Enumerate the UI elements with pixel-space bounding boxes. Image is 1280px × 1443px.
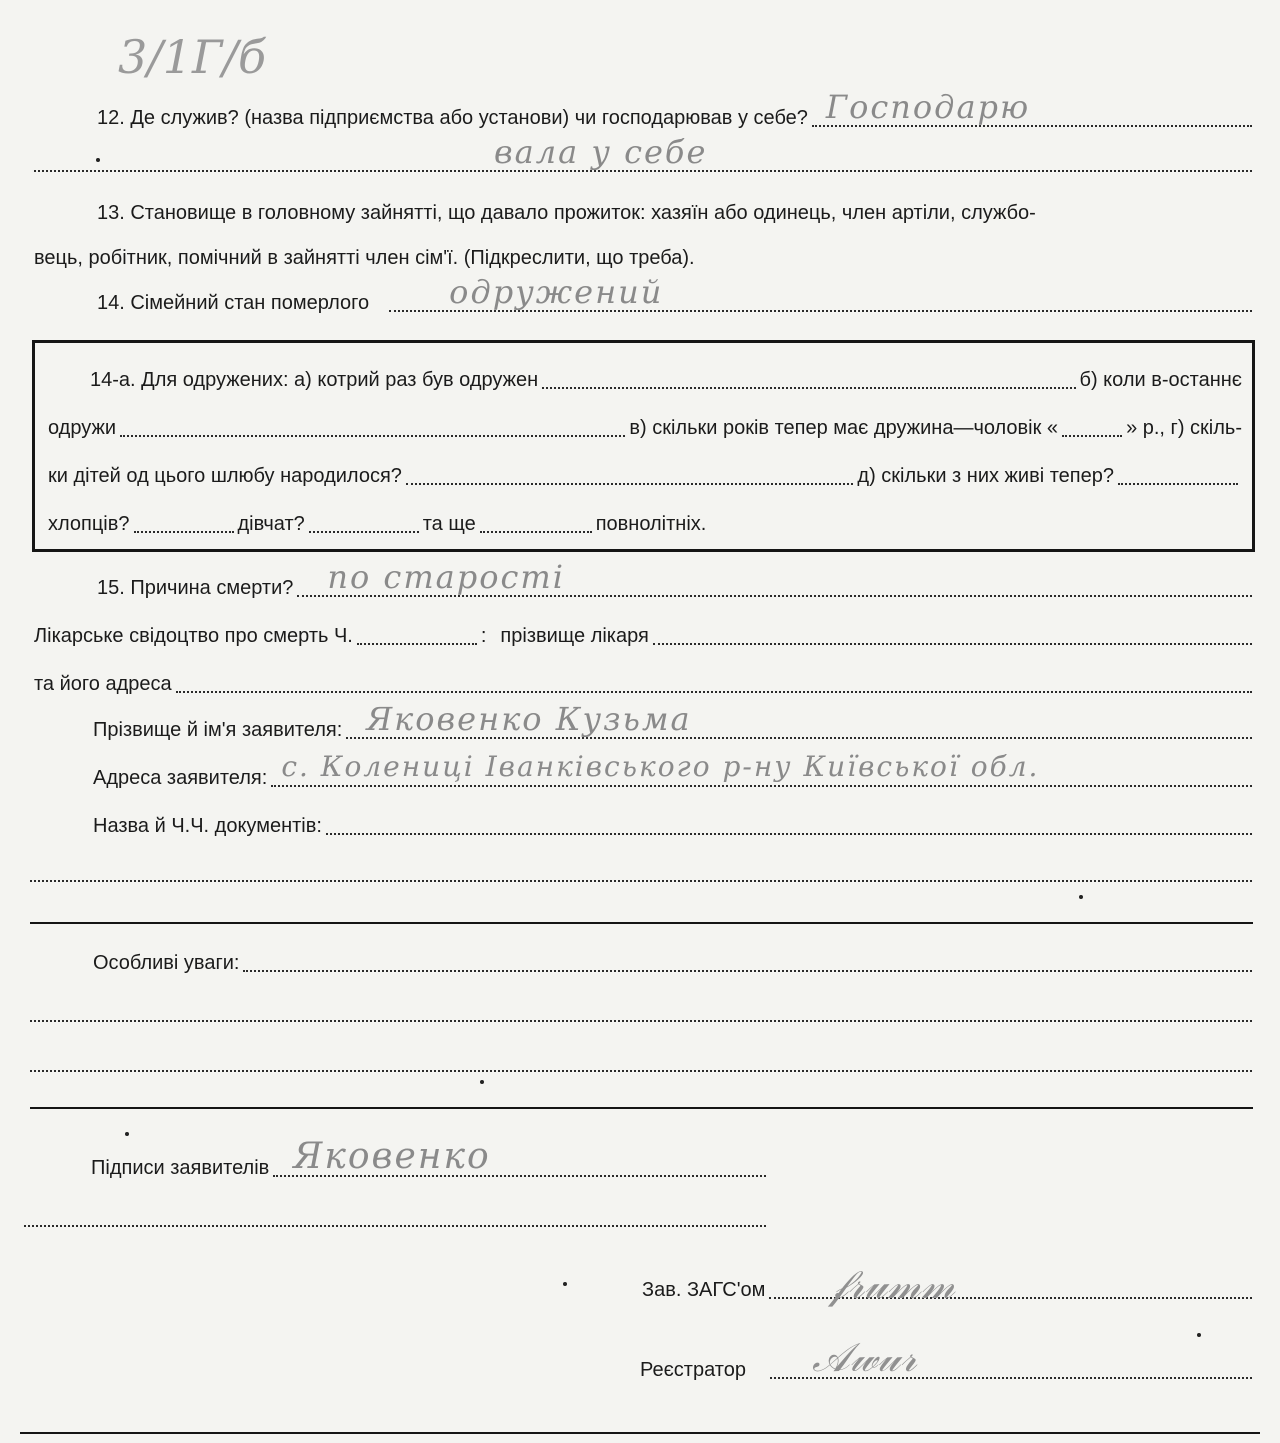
applicant-address-value: с. Колениці Іванківського р-ну Київської обл. — [281, 750, 1040, 783]
head-signature-scribble: 𝒻𝓇𝓊𝓂𝓂 — [830, 1262, 955, 1308]
applicant-name-label: Прізвище й ім'я заявителя: — [93, 719, 343, 741]
applicant-address-line — [0, 750, 1256, 796]
q13-line1 — [0, 195, 1270, 231]
remarks-field-3[interactable] — [30, 1070, 1252, 1072]
registrar-signature-line — [0, 1352, 1256, 1388]
q14a-boys-field[interactable] — [134, 531, 234, 533]
q14a-text-4d: повнолітніх. — [595, 513, 707, 535]
head-signature-label: Зав. ЗАГС'ом — [642, 1279, 766, 1301]
q14a-spouse-age-field[interactable] — [1062, 435, 1122, 437]
q14a-text-1b: б) коли в-останнє — [1079, 369, 1242, 391]
doctor-address-label: та його адреса — [34, 673, 172, 695]
remarks-line — [0, 945, 1256, 981]
q14a-adults-field[interactable] — [480, 531, 592, 533]
q12-line — [0, 88, 1256, 136]
q15-field[interactable] — [297, 558, 1252, 597]
q14a-text-2a: одружи — [48, 417, 117, 439]
q14a-children-alive-field[interactable] — [1118, 483, 1238, 485]
applicant-address-label: Адреса заявителя: — [93, 767, 268, 789]
documents-field[interactable] — [326, 833, 1252, 835]
q14-field[interactable] — [389, 273, 1252, 312]
applicant-address-field[interactable] — [271, 750, 1252, 787]
q14a-text-3a: ки дітей од цього шлюбу народилося? — [48, 465, 402, 487]
q14a-line3 — [0, 458, 1242, 494]
section-divider-1 — [30, 922, 1253, 924]
remarks-label: Особливі уваги: — [93, 952, 240, 974]
q14a-children-born-field[interactable] — [406, 483, 854, 485]
doctor-address-field[interactable] — [176, 691, 1252, 693]
q12-field-2[interactable] — [34, 133, 1252, 172]
q14a-times-married-field[interactable] — [542, 387, 1075, 389]
q14a-last-married-field[interactable] — [120, 435, 625, 437]
q14a-text-1a: 14-а. Для одружених: а) котрий раз був одружен — [90, 369, 539, 391]
q12-answer-part1: Господарю — [825, 88, 1031, 126]
q15-label: 15. Причина смерти? — [97, 577, 294, 599]
q14a-girls-field[interactable] — [309, 531, 419, 533]
q14a-text-2c: » р., г) скіль- — [1126, 417, 1242, 439]
remarks-line-3 — [0, 1045, 1256, 1081]
q13-text-1: 13. Становище в головному зайнятті, що давало прожиток: хазяїн або одинець, член артіли, службо- — [97, 202, 1036, 224]
q12-field[interactable] — [812, 88, 1252, 127]
documents-line — [0, 808, 1256, 844]
certificate-line — [0, 618, 1256, 654]
q12-answer-part2: вала у себе — [494, 133, 708, 171]
q14a-text-2b: в) скільки років тепер має дружина—чоловік « — [629, 417, 1059, 439]
documents-line-2 — [0, 855, 1256, 891]
applicant-signature-label: Підписи заявителів — [91, 1157, 270, 1179]
applicant-signature-line-2 — [0, 1200, 770, 1236]
doctor-name-field[interactable] — [653, 643, 1252, 645]
speck — [480, 1080, 484, 1084]
q14-line — [0, 273, 1256, 321]
doctor-label: прізвище лікаря — [500, 625, 649, 647]
certificate-number-field[interactable] — [357, 643, 477, 645]
remarks-line-2 — [0, 995, 1256, 1031]
q12-continuation — [0, 133, 1256, 181]
registrar-signature-scribble: 𝒜𝓌𝓊𝓇 — [812, 1335, 917, 1381]
applicant-name-line — [0, 700, 1256, 748]
applicant-signature-field-2[interactable] — [24, 1225, 766, 1227]
q15-answer: по старості — [327, 558, 565, 596]
q14-answer: одружений — [449, 273, 664, 311]
certificate-label: Лікарське свідоцтво про смерть Ч. — [34, 625, 353, 647]
applicant-signature-line — [0, 1136, 770, 1186]
q13-line2 — [0, 240, 1270, 276]
remarks-field[interactable] — [243, 970, 1252, 972]
speck — [125, 1132, 129, 1136]
speck — [96, 158, 100, 162]
archive-mark: 3/1Г/б — [118, 30, 267, 84]
bottom-border — [20, 1432, 1260, 1434]
certificate-colon: : — [480, 625, 487, 647]
q14a-text-4b: дівчат? — [237, 513, 305, 535]
registrar-signature-label: Реєстратор — [640, 1359, 746, 1381]
applicant-signature-field[interactable] — [273, 1136, 766, 1177]
section-divider-2 — [30, 1107, 1253, 1109]
applicant-name-value: Яковенко Кузьма — [366, 700, 692, 738]
q13-text-2: вець, робітник, помічний в зайнятті член сім'ї. (Підкреслити, що треба). — [34, 247, 695, 269]
q12-label: 12. Де служив? (назва підприємства або установи) чи господарював у себе? — [97, 107, 808, 129]
q14a-text-3b: д) скільки з них живі тепер? — [857, 465, 1114, 487]
q14-label: 14. Сімейний стан померлого — [97, 292, 370, 314]
q14a-line4 — [0, 506, 1242, 542]
q14a-line2 — [0, 410, 1242, 446]
documents-label: Назва й Ч.Ч. документів: — [93, 815, 322, 837]
documents-field-2[interactable] — [30, 880, 1252, 882]
speck — [563, 1282, 567, 1286]
applicant-signature-value: Яковенко — [293, 1136, 491, 1177]
remarks-field-2[interactable] — [30, 1020, 1252, 1022]
applicant-name-field[interactable] — [346, 700, 1252, 739]
speck — [1197, 1333, 1201, 1337]
doctor-address-line — [0, 666, 1256, 702]
q14a-line1 — [0, 362, 1242, 398]
q14a-text-4a: хлопців? — [48, 513, 130, 535]
q14a-text-4c: та ще — [422, 513, 476, 535]
head-signature-line — [0, 1272, 1256, 1308]
speck — [1079, 895, 1083, 899]
q15-line — [0, 558, 1256, 606]
